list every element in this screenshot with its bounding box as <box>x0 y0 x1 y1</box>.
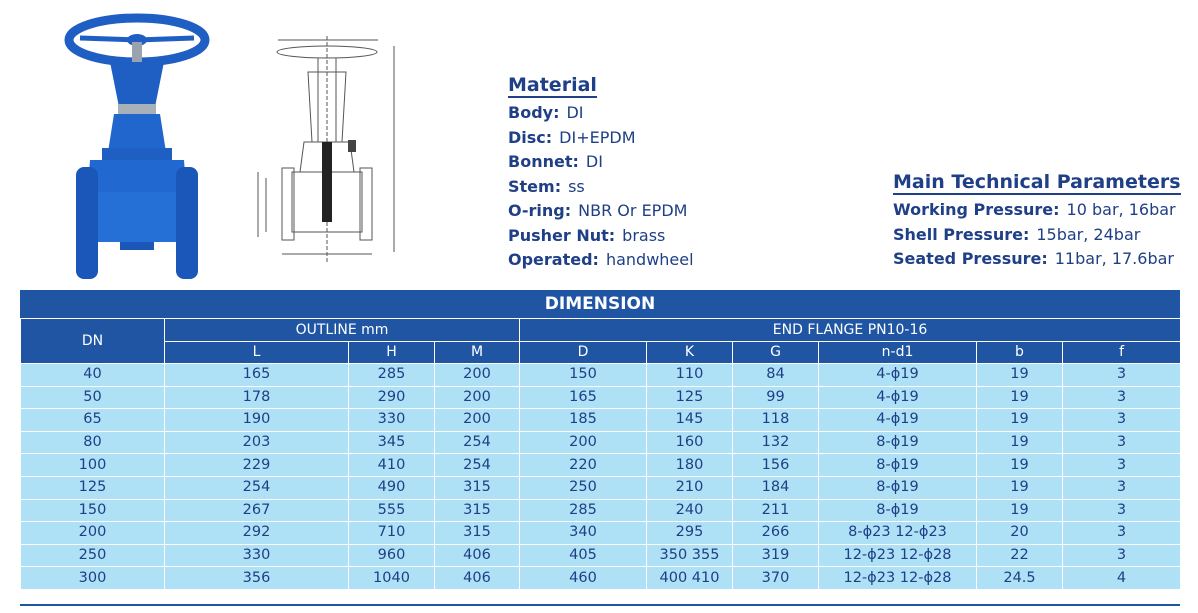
table-cell: 285 <box>520 499 647 522</box>
table-cell: 292 <box>165 522 349 545</box>
table-row <box>21 364 1181 387</box>
table-cell: 460 <box>520 567 647 590</box>
column-header-h: H <box>349 341 435 364</box>
spec-key: Disc: <box>508 127 553 147</box>
table-cell: 110 <box>647 364 733 387</box>
spec-key: Stem: <box>508 176 562 196</box>
table-cell: 315 <box>435 522 520 545</box>
table-cell: 350 355 <box>647 544 733 567</box>
material-heading: Material <box>508 74 597 96</box>
table-cell: 345 <box>349 431 435 454</box>
table-cell: 40 <box>21 364 165 387</box>
param-row-working-pressure <box>893 198 1181 223</box>
table-cell: 330 <box>165 544 349 567</box>
table-cell: 19 <box>977 386 1063 409</box>
material-row-pusher-nut <box>508 224 694 249</box>
table-cell: 315 <box>435 476 520 499</box>
table-row <box>21 476 1181 499</box>
table-cell: 3 <box>1063 364 1181 387</box>
dimension-table <box>20 318 1181 590</box>
table-cell: 65 <box>21 409 165 432</box>
table-cell: 184 <box>733 476 819 499</box>
header-column-row <box>21 341 1181 364</box>
table-cell: 125 <box>21 476 165 499</box>
dimension-table-section <box>20 290 1180 590</box>
param-key: Shell Pressure: <box>893 224 1030 244</box>
spec-key: Operated: <box>508 250 599 269</box>
spec-value: NBR Or EPDM <box>578 201 688 220</box>
spec-value: brass <box>622 225 666 245</box>
table-cell: 150 <box>520 364 647 387</box>
valve-technical-drawing <box>252 32 402 264</box>
table-cell: 8-ϕ19 <box>819 499 977 522</box>
table-cell: 555 <box>349 499 435 522</box>
table-row <box>21 386 1181 409</box>
table-cell: 20 <box>977 522 1063 545</box>
table-cell: 254 <box>435 431 520 454</box>
table-cell: 340 <box>520 522 647 545</box>
table-cell: 99 <box>733 386 819 409</box>
table-cell: 710 <box>349 522 435 545</box>
table-cell: 410 <box>349 454 435 477</box>
table-cell: 156 <box>733 454 819 477</box>
spec-value: ss <box>568 176 585 196</box>
table-cell: 19 <box>977 409 1063 432</box>
table-cell: 3 <box>1063 522 1181 545</box>
table-cell: 84 <box>733 364 819 387</box>
table-cell: 165 <box>520 386 647 409</box>
spec-value: DI+EPDM <box>559 127 636 147</box>
table-cell: 132 <box>733 431 819 454</box>
table-cell: 24.5 <box>977 567 1063 590</box>
header-group-row <box>21 319 1181 342</box>
table-cell: 330 <box>349 409 435 432</box>
table-row <box>21 454 1181 477</box>
table-row <box>21 431 1181 454</box>
table-cell: 211 <box>733 499 819 522</box>
table-cell: 1040 <box>349 567 435 590</box>
column-header-f: f <box>1063 341 1181 364</box>
material-row-body <box>508 101 694 126</box>
table-cell: 406 <box>435 567 520 590</box>
table-cell: 3 <box>1063 476 1181 499</box>
table-cell: 200 <box>435 386 520 409</box>
column-header-l: L <box>165 341 349 364</box>
table-cell: 100 <box>21 454 165 477</box>
param-value: 11bar, 17.6bar <box>1054 249 1174 268</box>
table-cell: 50 <box>21 386 165 409</box>
table-cell: 19 <box>977 476 1063 499</box>
table-cell: 8-ϕ19 <box>819 454 977 477</box>
table-cell: 229 <box>165 454 349 477</box>
column-header-m: M <box>435 341 520 364</box>
dimension-title: DIMENSION <box>20 290 1180 318</box>
table-row <box>21 544 1181 567</box>
table-row <box>21 499 1181 522</box>
table-cell: 254 <box>165 476 349 499</box>
table-cell: 200 <box>520 431 647 454</box>
column-group-outline: OUTLINE mm <box>165 319 520 342</box>
table-cell: 240 <box>647 499 733 522</box>
table-cell: 3 <box>1063 431 1181 454</box>
table-cell: 3 <box>1063 454 1181 477</box>
table-cell: 220 <box>520 454 647 477</box>
table-cell: 8-ϕ19 <box>819 476 977 499</box>
param-row-shell-pressure <box>893 223 1181 248</box>
table-cell: 295 <box>647 522 733 545</box>
table-cell: 210 <box>647 476 733 499</box>
table-cell: 19 <box>977 499 1063 522</box>
column-header-dn: DN <box>21 319 165 364</box>
table-cell: 203 <box>165 431 349 454</box>
param-row-seated-pressure <box>893 247 1181 272</box>
table-cell: 250 <box>21 544 165 567</box>
spec-key: Pusher Nut: <box>508 225 616 245</box>
table-cell: 8-ϕ23 12-ϕ23 <box>819 522 977 545</box>
table-cell: 250 <box>520 476 647 499</box>
param-key: Seated Pressure: <box>893 249 1048 268</box>
param-value: 15bar, 24bar <box>1036 224 1141 244</box>
parameters-heading: Main Technical Parameters <box>893 171 1181 193</box>
table-row <box>21 409 1181 432</box>
table-cell: 4-ϕ19 <box>819 364 977 387</box>
table-cell: 160 <box>647 431 733 454</box>
valve-product-photo <box>62 12 212 282</box>
table-cell: 356 <box>165 567 349 590</box>
spec-key: Bonnet: <box>508 152 579 171</box>
spec-value: DI <box>566 103 584 122</box>
param-value: 10 bar, 16bar <box>1066 200 1176 219</box>
table-cell: 19 <box>977 454 1063 477</box>
material-row-operated <box>508 248 694 273</box>
material-row-stem <box>508 175 694 200</box>
table-cell: 3 <box>1063 386 1181 409</box>
table-cell: 145 <box>647 409 733 432</box>
material-row-bonnet <box>508 150 694 175</box>
param-key: Working Pressure: <box>893 200 1060 219</box>
table-cell: 178 <box>165 386 349 409</box>
dimension-table-body <box>21 364 1181 590</box>
table-cell: 254 <box>435 454 520 477</box>
table-cell: 125 <box>647 386 733 409</box>
column-header-b: b <box>977 341 1063 364</box>
material-row-oring <box>508 199 694 224</box>
table-cell: 4-ϕ19 <box>819 409 977 432</box>
table-cell: 266 <box>733 522 819 545</box>
table-cell: 12-ϕ23 12-ϕ28 <box>819 544 977 567</box>
table-cell: 319 <box>733 544 819 567</box>
table-cell: 290 <box>349 386 435 409</box>
column-header-k: K <box>647 341 733 364</box>
column-header-d: D <box>520 341 647 364</box>
table-cell: 4-ϕ19 <box>819 386 977 409</box>
table-cell: 185 <box>520 409 647 432</box>
table-cell: 405 <box>520 544 647 567</box>
table-cell: 200 <box>21 522 165 545</box>
table-row <box>21 522 1181 545</box>
bottom-divider <box>20 604 1180 606</box>
spec-value: handwheel <box>605 250 694 269</box>
table-cell: 315 <box>435 499 520 522</box>
table-cell: 80 <box>21 431 165 454</box>
table-cell: 118 <box>733 409 819 432</box>
table-cell: 400 410 <box>647 567 733 590</box>
table-cell: 4 <box>1063 567 1181 590</box>
spec-key: Body: <box>508 103 560 122</box>
technical-parameters-section <box>893 171 1181 272</box>
table-row <box>21 567 1181 590</box>
table-cell: 19 <box>977 431 1063 454</box>
column-group-end-flange: END FLANGE PN10-16 <box>520 319 1181 342</box>
table-cell: 3 <box>1063 499 1181 522</box>
table-cell: 165 <box>165 364 349 387</box>
table-cell: 8-ϕ19 <box>819 431 977 454</box>
table-cell: 150 <box>21 499 165 522</box>
table-cell: 19 <box>977 364 1063 387</box>
table-cell: 190 <box>165 409 349 432</box>
table-cell: 3 <box>1063 544 1181 567</box>
table-cell: 200 <box>435 364 520 387</box>
table-cell: 490 <box>349 476 435 499</box>
table-cell: 406 <box>435 544 520 567</box>
material-row-disc <box>508 126 694 151</box>
table-cell: 300 <box>21 567 165 590</box>
table-cell: 285 <box>349 364 435 387</box>
column-header-g: G <box>733 341 819 364</box>
table-cell: 3 <box>1063 409 1181 432</box>
table-cell: 960 <box>349 544 435 567</box>
material-section <box>508 74 694 273</box>
table-cell: 370 <box>733 567 819 590</box>
spec-key: O-ring: <box>508 201 572 220</box>
table-cell: 22 <box>977 544 1063 567</box>
table-cell: 267 <box>165 499 349 522</box>
table-cell: 180 <box>647 454 733 477</box>
column-header-n-d1: n-d1 <box>819 341 977 364</box>
table-cell: 12-ϕ23 12-ϕ28 <box>819 567 977 590</box>
table-cell: 200 <box>435 409 520 432</box>
spec-value: DI <box>585 152 603 171</box>
